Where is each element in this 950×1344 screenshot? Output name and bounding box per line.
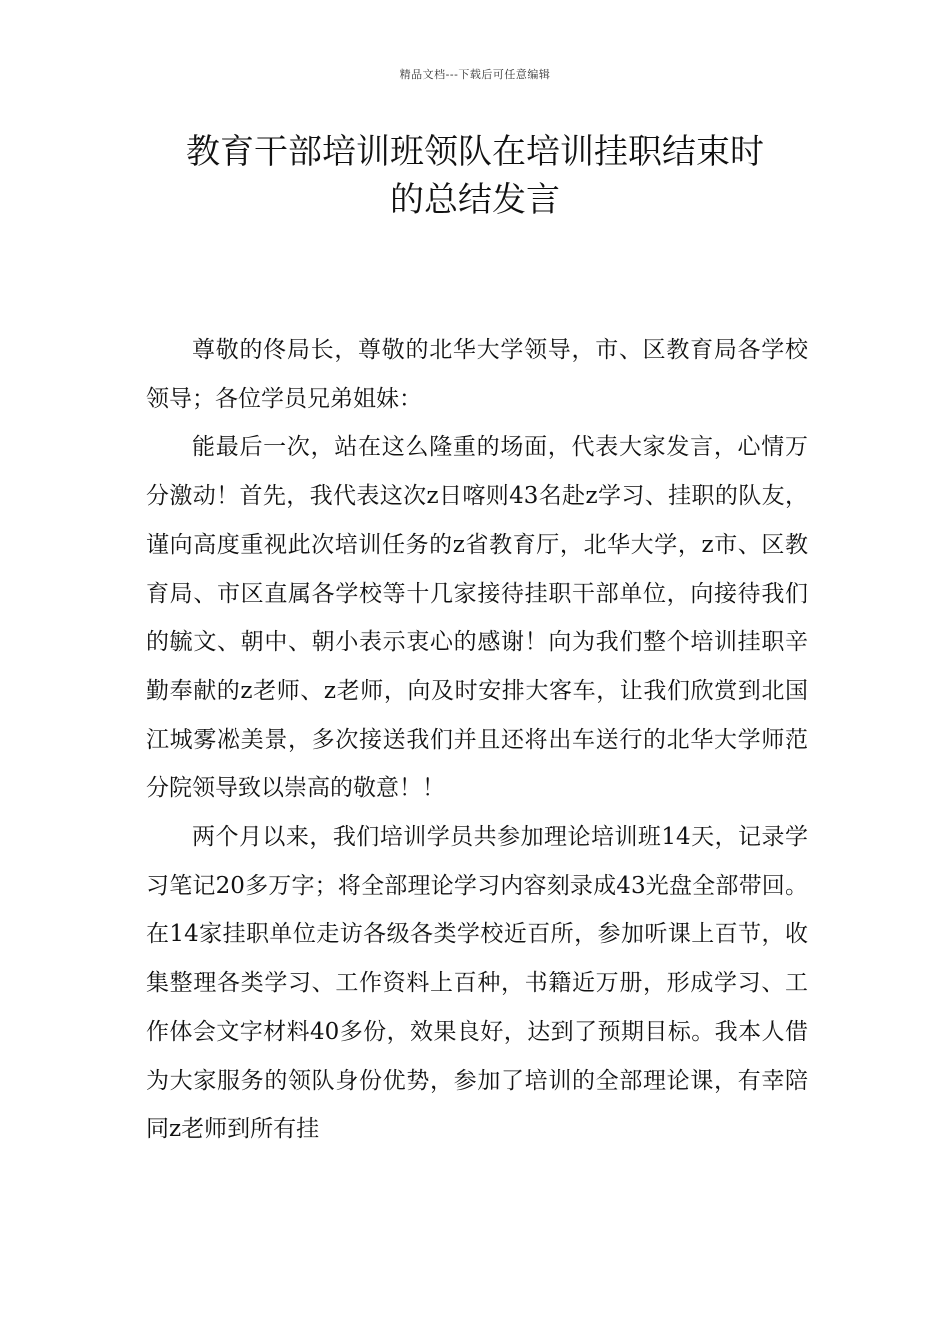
document-body xyxy=(146,326,808,1154)
paragraph-summary: 两个月以来，我们培训学员共参加理论培训班14天，记录学习笔记20多万字；将全部理论学习内容刻录成43光盘全部带回。在14家挂职单位走访各级各类学校近百所，参加听课上百节，收集整理各类学习、工作资料上百种，书籍近万册，形成学习、工作体会文字材料40多份，效果良好，达到了预期目标。我本人借为大家服务的领队身份优势，参加了培训的全部理论课，有幸陪同z老师到所有挂 xyxy=(146,824,808,1143)
title-line-1: 教育干部培训班领队在培训挂职结束时 xyxy=(186,132,764,172)
paragraph-salutation: 尊敬的佟局长，尊敬的北华大学领导，市、区教育局各学校领导；各位学员兄弟姐妹： xyxy=(146,337,808,412)
paragraph-thanks: 能最后一次，站在这么隆重的场面，代表大家发言，心情万分激动！首先，我代表这次z日喀则43名赴z学习、挂职的队友，谨向高度重视此次培训任务的z省教育厅，北华大学，z市、区教育局、市区直属各学校等十几家接待挂职干部单位，向接待我们的毓文、朝中、朝小表示衷心的感谢！向为我们整个培训挂职辛勤奉献的z老师、z老师，向及时安排大客车，让我们欣赏到北国江城雾凇美景，多次接送我们并且还将出车送行的北华大学师范分院领导致以崇高的敬意！！ xyxy=(146,434,808,802)
title-line-2: 的总结发言 xyxy=(390,180,560,220)
document-title xyxy=(60,128,890,224)
header-note: 精品文档---下载后可任意编辑 xyxy=(399,68,551,81)
